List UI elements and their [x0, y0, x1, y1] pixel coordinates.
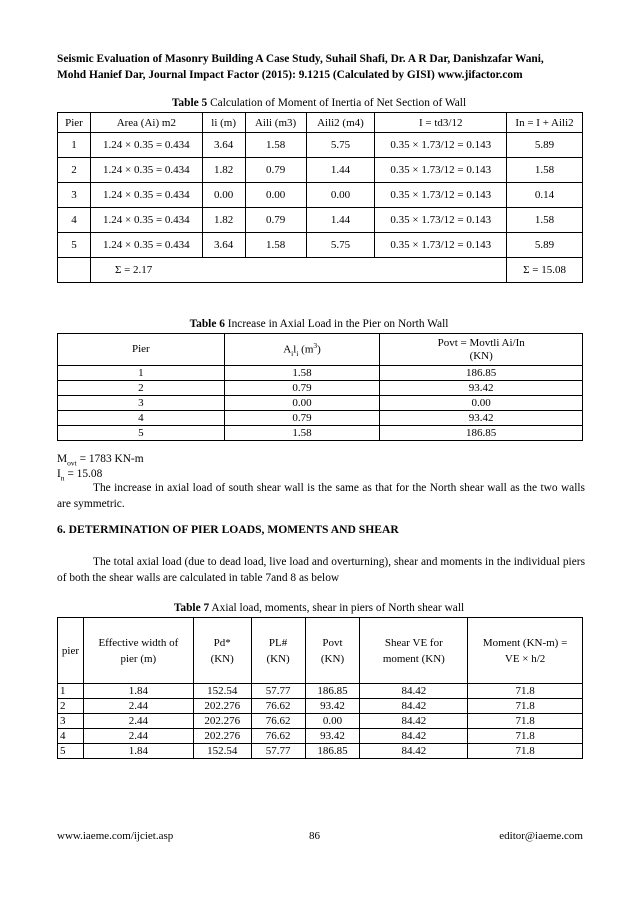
table-cell: 1.24 × 0.35 = 0.434	[90, 133, 202, 158]
table-cell: 93.42	[380, 381, 583, 396]
table-row	[58, 396, 583, 411]
table-cell: 1.84	[83, 684, 193, 699]
section-heading: 6. DETERMINATION OF PIER LOADS, MOMENTS AND SHEAR	[57, 523, 399, 536]
table-cell: 3	[58, 396, 225, 411]
table-cell: 71.8	[468, 729, 583, 744]
table6-caption	[0, 317, 638, 331]
table-cell: 4	[58, 208, 91, 233]
table-cell: 0.00	[306, 183, 375, 208]
table-cell: 0.00	[245, 183, 306, 208]
table-cell: 84.42	[360, 744, 468, 759]
table-row	[58, 729, 583, 744]
table-cell: 5.75	[306, 233, 375, 258]
table-cell: 0.00	[224, 396, 380, 411]
table-cell: 4	[58, 411, 225, 426]
table-cell: 1.82	[202, 208, 245, 233]
table5-header-cell: Pier	[58, 113, 91, 133]
table-cell: 3.64	[202, 133, 245, 158]
footer-email: editor@iaeme.com	[499, 830, 583, 842]
table5-header-cell: In = I + Aili2	[507, 113, 583, 133]
table5-header-cell: I = td3/12	[375, 113, 507, 133]
table-cell: 0.79	[245, 158, 306, 183]
table-cell: 0.00	[380, 396, 583, 411]
table6-title: Increase in Axial Load in the Pier on North Wall	[224, 318, 449, 330]
table7-header-cell: Shear VE for moment (KN)	[360, 618, 468, 684]
table6-header-row	[58, 334, 583, 366]
table-cell: 0.35 × 1.73/12 = 0.143	[375, 183, 507, 208]
table-cell: 0.35 × 1.73/12 = 0.143	[375, 208, 507, 233]
paragraph-loads: The total axial load (due to dead load, live load and overturning), shear and moments in the individual piers of both the shear walls are calculated in table 7and 8 as below	[57, 556, 585, 584]
table-cell: 5.89	[507, 133, 583, 158]
table-row	[58, 366, 583, 381]
table-cell: 0.35 × 1.73/12 = 0.143	[375, 133, 507, 158]
table-cell: 5	[58, 233, 91, 258]
table-cell: 1.24 × 0.35 = 0.434	[90, 233, 202, 258]
table-row	[58, 699, 583, 714]
table-cell: 2.44	[83, 699, 193, 714]
table-cell: 0.35 × 1.73/12 = 0.143	[375, 233, 507, 258]
table5-label: Table 5	[171, 97, 208, 109]
table5	[57, 112, 583, 283]
table-cell: 2.44	[83, 729, 193, 744]
table7-title: Axial load, moments, shear in piers of North shear wall	[209, 602, 465, 614]
table-cell: 186.85	[380, 426, 583, 441]
table-cell: 5	[58, 426, 225, 441]
table-cell: 2.44	[83, 714, 193, 729]
table5-sum-blank	[58, 258, 91, 283]
table-row	[58, 133, 583, 158]
table-cell: 0.79	[224, 381, 380, 396]
table-cell: 1.24 × 0.35 = 0.434	[90, 208, 202, 233]
table6-header-pier: Pier	[58, 334, 225, 366]
table-cell: 152.54	[193, 744, 251, 759]
table-cell: 1.58	[507, 208, 583, 233]
table6-header-aili: $A_il_i$ $(m^3)$	[224, 334, 380, 366]
table-cell: 0.79	[224, 411, 380, 426]
table-cell: 2	[58, 158, 91, 183]
table-cell: 1.24 × 0.35 = 0.434	[90, 158, 202, 183]
table-row	[58, 183, 583, 208]
table6-label: Table 6	[189, 318, 225, 330]
table-cell: 93.42	[305, 729, 360, 744]
table-cell: 1.58	[507, 158, 583, 183]
table-cell: 71.8	[468, 699, 583, 714]
table-cell: 152.54	[193, 684, 251, 699]
table-cell: 1.82	[202, 158, 245, 183]
table5-header-cell: Aili (m3)	[245, 113, 306, 133]
table-cell: 0.79	[245, 208, 306, 233]
table7-header-cell: Effective width of pier (m)	[83, 618, 193, 684]
table-cell: 0.14	[507, 183, 583, 208]
table-cell: 84.42	[360, 684, 468, 699]
paragraph-symmetry: The increase in axial load of south shear wall is the same as that for the North shear wall as the two walls are symmetric.	[57, 482, 585, 510]
table-cell: 5.89	[507, 233, 583, 258]
header-line-2: Mohd Hanief Dar, Journal Impact Factor (2015): 9.1215 (Calculated by GISI) www.jifactor.com	[57, 69, 523, 81]
page-number: 86	[309, 830, 320, 842]
table5-header-cell: Area (Ai) m2	[90, 113, 202, 133]
footer-url: www.iaeme.com/ijciet.asp	[57, 830, 174, 842]
table-cell: 57.77	[251, 684, 305, 699]
table5-header-cell: li (m)	[202, 113, 245, 133]
table-row	[58, 714, 583, 729]
table-row	[58, 684, 583, 699]
table-cell: 1.58	[245, 133, 306, 158]
table-cell: 76.62	[251, 729, 305, 744]
table-cell: 1	[58, 684, 84, 699]
table-row	[58, 426, 583, 441]
table7-header-cell: Pd* (KN)	[193, 618, 251, 684]
table-cell: 76.62	[251, 699, 305, 714]
table5-title: Calculation of Moment of Inertia of Net Section of Wall	[207, 97, 467, 109]
header-line-1: Seismic Evaluation of Masonry Building A Case Study, Suhail Shafi, Dr. A R Dar, Danishzafar Wani,	[57, 53, 544, 65]
table-cell: 1.24 × 0.35 = 0.434	[90, 183, 202, 208]
table7-header-cell: pier	[58, 618, 84, 684]
table-cell: 71.8	[468, 744, 583, 759]
table5-header-cell: Aili2 (m4)	[306, 113, 375, 133]
table-cell: 5.75	[306, 133, 375, 158]
table5-sum-row	[58, 258, 583, 283]
table7-label: Table 7	[173, 602, 210, 614]
table-cell: 57.77	[251, 744, 305, 759]
table6	[57, 333, 583, 441]
table-cell: 186.85	[380, 366, 583, 381]
table-cell: 0.00	[305, 714, 360, 729]
table6-header-povt: Povt = Movtli Ai/In (KN)	[380, 334, 583, 366]
table-cell: 0.35 × 1.73/12 = 0.143	[375, 158, 507, 183]
table-cell: 1	[58, 366, 225, 381]
table7	[57, 617, 583, 759]
table5-caption	[0, 96, 638, 110]
table5-sum-in: Σ = 15.08	[507, 258, 583, 283]
table-cell: 1.58	[245, 233, 306, 258]
table-row	[58, 411, 583, 426]
table-cell: 0.00	[202, 183, 245, 208]
table-cell: 202.276	[193, 729, 251, 744]
table7-header-cell: PL# (KN)	[251, 618, 305, 684]
table-cell: 1.84	[83, 744, 193, 759]
table-cell: 202.276	[193, 714, 251, 729]
table-cell: 2	[58, 699, 84, 714]
table-row	[58, 744, 583, 759]
table-cell: 186.85	[305, 684, 360, 699]
table-cell: 3.64	[202, 233, 245, 258]
table5-sum-area: Σ = 2.17	[90, 258, 506, 283]
table-cell: 1	[58, 133, 91, 158]
table-cell: 71.8	[468, 684, 583, 699]
table-cell: 84.42	[360, 729, 468, 744]
table5-header-row	[58, 113, 583, 133]
running-header	[57, 51, 585, 83]
table-cell: 5	[58, 744, 84, 759]
table7-header-cell: Povt (KN)	[305, 618, 360, 684]
table-cell: 1.58	[224, 366, 380, 381]
table-cell: 76.62	[251, 714, 305, 729]
movt-line: $M_{ovt} = 1783$ KN-m	[57, 453, 144, 468]
table-cell: 84.42	[360, 699, 468, 714]
table-cell: 4	[58, 729, 84, 744]
table7-header-cell: Moment (KN-m) = VE × h/2	[468, 618, 583, 684]
table-cell: 186.85	[305, 744, 360, 759]
table7-header-row	[58, 618, 583, 684]
table-cell: 202.276	[193, 699, 251, 714]
table-cell: 1.44	[306, 158, 375, 183]
table-cell: 93.42	[305, 699, 360, 714]
table7-caption	[0, 601, 638, 615]
table-row	[58, 381, 583, 396]
table-cell: 93.42	[380, 411, 583, 426]
table-cell: 1.44	[306, 208, 375, 233]
table-cell: 3	[58, 714, 84, 729]
table-row	[58, 233, 583, 258]
table-cell: 3	[58, 183, 91, 208]
table-row	[58, 158, 583, 183]
table-cell: 1.58	[224, 426, 380, 441]
table-cell: 2	[58, 381, 225, 396]
table-row	[58, 208, 583, 233]
table-cell: 71.8	[468, 714, 583, 729]
table-cell: 84.42	[360, 714, 468, 729]
in-line: $I_n = 15.08$	[57, 468, 103, 483]
